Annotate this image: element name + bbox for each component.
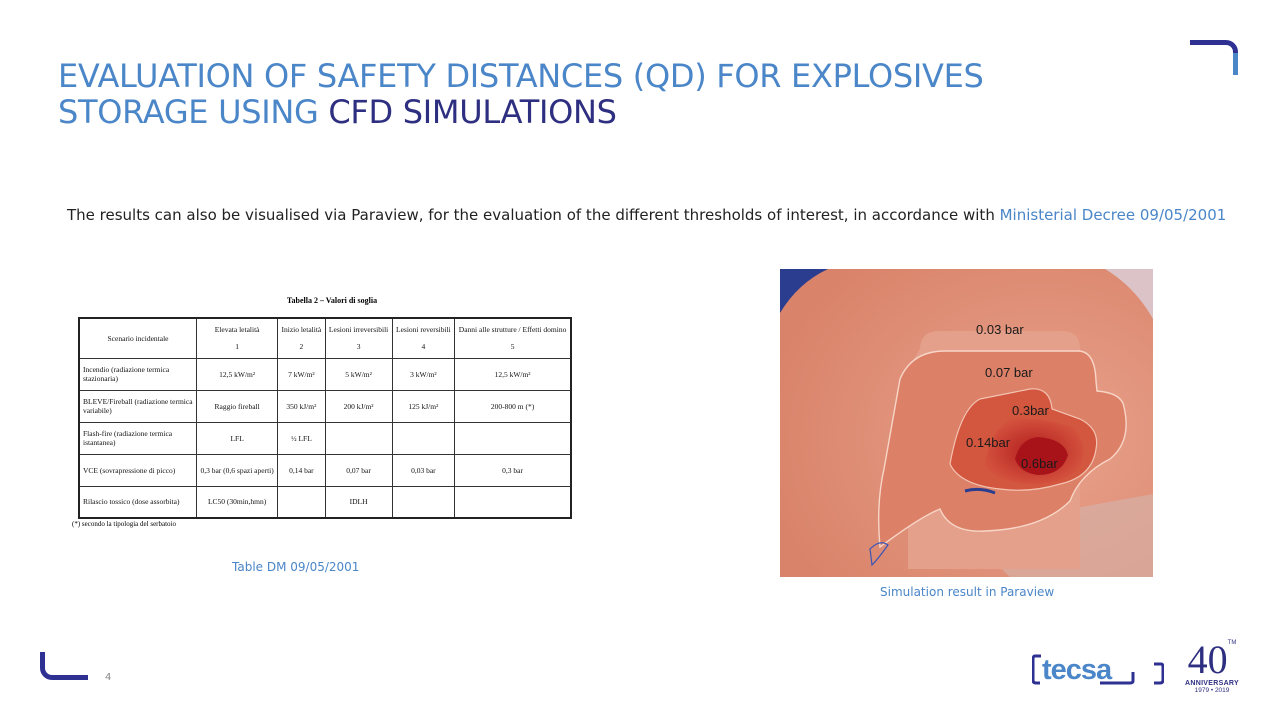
table-header-cell: Inizio letalità 2 [278, 318, 325, 358]
corner-decoration-top-right [1190, 40, 1238, 70]
threshold-table-image [72, 296, 580, 528]
table-cell: IDLH [325, 486, 392, 518]
table-row [79, 454, 571, 486]
label-014-bar: 0.14bar [966, 435, 1011, 450]
anniversary-years: 1979 • 2019 [1194, 687, 1230, 694]
table-row [79, 390, 571, 422]
table-cell: ½ LFL [278, 422, 325, 454]
table-cell: 12,5 kW/m² [197, 358, 278, 390]
anniversary-number: 40 [1187, 637, 1228, 682]
tecsa-logo [1032, 652, 1164, 686]
table-cell: Incendio (radiazione termica stazionaria) [79, 358, 197, 390]
table-header-cell: Elevata letalità 1 [197, 318, 278, 358]
table-title: Tabella 2 – Valori di soglia [286, 296, 378, 305]
title-line-1: EVALUATION OF SAFETY DISTANCES (QD) FOR EXPLOSIVES [58, 57, 984, 95]
table-row [79, 486, 571, 518]
table-cell: 200 kJ/m² [325, 390, 392, 422]
threshold-table [78, 317, 572, 519]
table-header-cell: Scenario incidentale [79, 318, 197, 358]
table-footnote: (*) secondo la tipologia del serbatoio [72, 520, 176, 528]
logo-left-bracket [1033, 656, 1041, 683]
label-007-bar: 0.07 bar [985, 365, 1033, 380]
table-cell: Raggio fireball [197, 390, 278, 422]
table-cell: 0,03 bar [392, 454, 454, 486]
logo-right-bracket [1154, 664, 1163, 683]
table-cell: 0,3 bar (0,6 spazi aperti) [197, 454, 278, 486]
body-paragraph [67, 199, 1248, 231]
table-cell: 200-800 m (*) [455, 390, 571, 422]
logo-text: tecsa [1042, 654, 1112, 686]
page-number: 4 [105, 672, 112, 683]
table-cell: 125 kJ/m² [392, 390, 454, 422]
anniversary-badge [1180, 637, 1244, 694]
table-cell: LFL [197, 422, 278, 454]
simulation-caption: Simulation result in Paraview [880, 585, 1055, 599]
table-cell [455, 422, 571, 454]
table-cell: Rilascio tossico (dose assorbita) [79, 486, 197, 518]
table-cell: 7 kW/m² [278, 358, 325, 390]
slide-title [58, 58, 1158, 130]
corner-decoration-bottom-left [40, 652, 88, 680]
table-header-cell: Lesioni irreversibili 3 [325, 318, 392, 358]
table-header-row [79, 318, 571, 358]
anniversary-word: ANNIVERSARY [1185, 680, 1239, 687]
title-line-2b: CFD SIMULATIONS [328, 93, 617, 131]
body-text: The results can also be visualised via Paraview, for the evaluation of the different thresholds of interest, in accordance with [67, 206, 1000, 224]
label-03-bar: 0.3bar [1012, 403, 1049, 418]
table-cell: Flash-fire (radiazione termica istantanea) [79, 422, 197, 454]
label-06-bar: 0.6bar [1021, 456, 1058, 471]
table-cell: 3 kW/m² [392, 358, 454, 390]
table-cell: 0,07 bar [325, 454, 392, 486]
table-cell: 0,3 bar [455, 454, 571, 486]
paraview-simulation-image [780, 269, 1153, 577]
table-cell: 350 kJ/m² [278, 390, 325, 422]
table-cell: 12,5 kW/m² [455, 358, 571, 390]
table-cell: VCE (sovrapressione di picco) [79, 454, 197, 486]
label-003-bar: 0.03 bar [976, 322, 1024, 337]
table-row [79, 422, 571, 454]
table-cell: BLEVE/Fireball (radiazione termica variabile) [79, 390, 197, 422]
table-cell: LC50 (30min,hmn) [197, 486, 278, 518]
table-cell [392, 422, 454, 454]
table-header-cell: Lesioni reversibili 4 [392, 318, 454, 358]
table-caption: Table DM 09/05/2001 [232, 560, 360, 574]
table-row [79, 358, 571, 390]
table-cell [392, 486, 454, 518]
table-cell: 5 kW/m² [325, 358, 392, 390]
title-line-2a: STORAGE USING [58, 93, 329, 131]
decree-link[interactable]: Ministerial Decree 09/05/2001 [999, 206, 1227, 224]
table-header-cell: Danni alle strutture / Effetti domino 5 [455, 318, 571, 358]
table-cell [278, 486, 325, 518]
table-cell [455, 486, 571, 518]
table-cell [325, 422, 392, 454]
table-cell: 0,14 bar [278, 454, 325, 486]
anniversary-tm: TM [1227, 640, 1237, 646]
